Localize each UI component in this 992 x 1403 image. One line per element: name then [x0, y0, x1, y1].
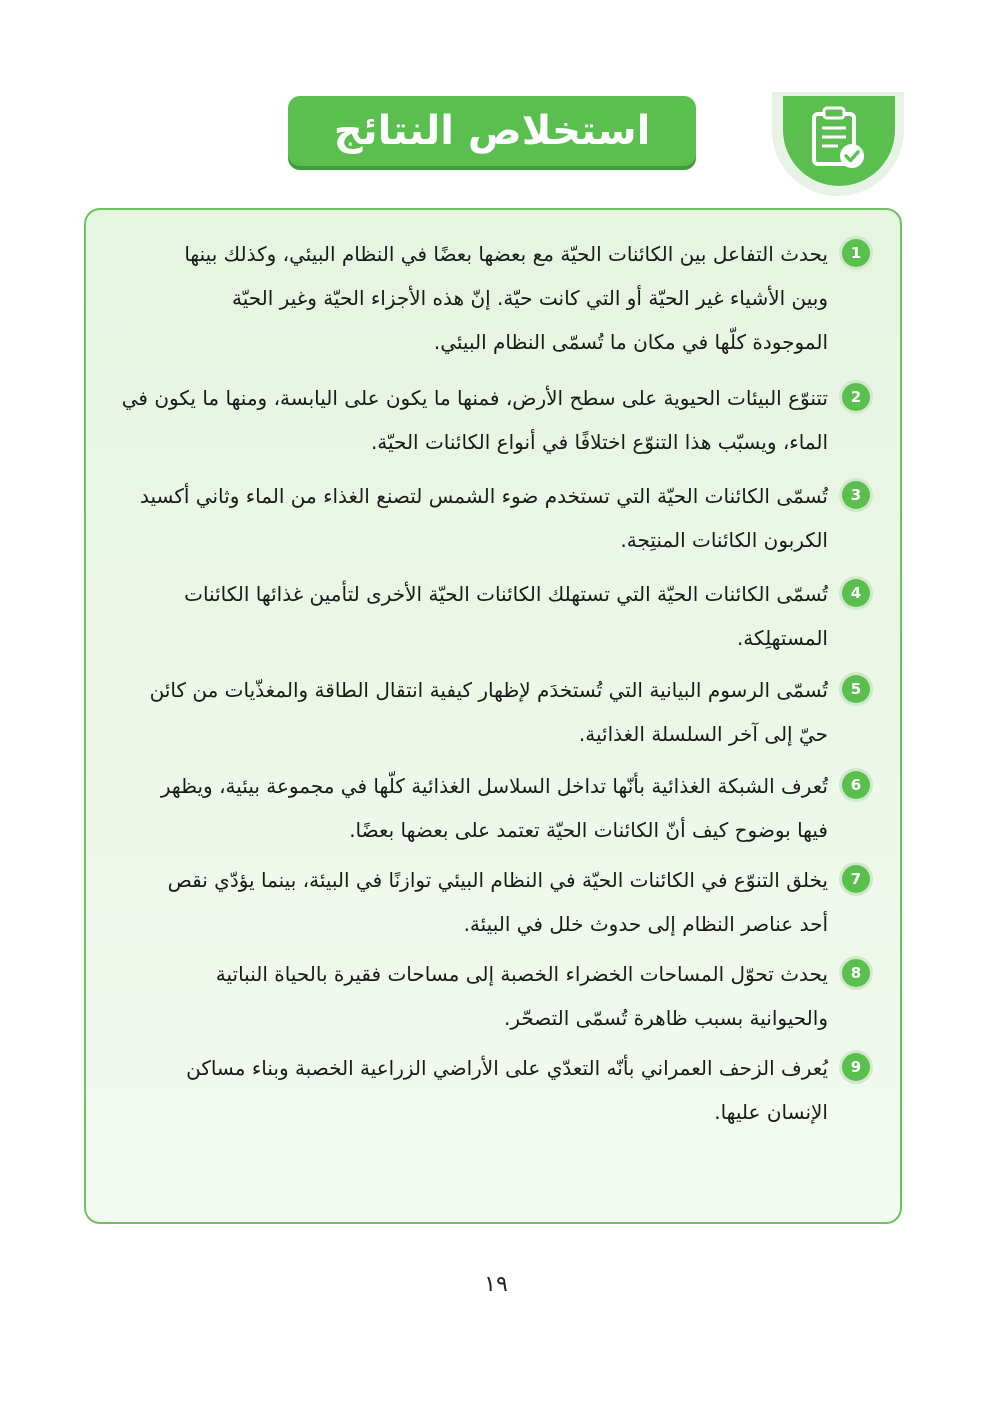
item-number: 7 — [842, 865, 870, 893]
list-item — [150, 1046, 870, 1134]
item-number: 6 — [842, 771, 870, 799]
list-item — [140, 668, 870, 756]
section-title: استخلاص النتائج — [333, 108, 651, 154]
item-text: تُعرف الشبكة الغذائية بأنّها تداخل السلاسل الغذائية كلّها في مجموعة بيئية، ويظهر فيها بوضوح كيف أنّ الكائنات الحيّة تعتمد على بعضها بعضًا. — [160, 774, 828, 842]
item-number: 8 — [842, 959, 870, 987]
item-text: يحدث تحوّل المساحات الخضراء الخصبة إلى مساحات فقيرة بالحياة النباتية والحيوانية بسبب ظاهرة تُسمّى التصحّر. — [215, 962, 828, 1030]
item-number: 5 — [842, 675, 870, 703]
item-text: تُسمّى الرسوم البيانية التي تُستخدَم لإظهار كيفية انتقال الطاقة والمغذّيات من كائن حيّ إلى آخر السلسلة الغذائية. — [149, 678, 828, 746]
item-text: يحدث التفاعل بين الكائنات الحيّة مع بعضها بعضًا في النظام البيئي، وكذلك بينها وبين الأشياء غير الحيّة أو التي كانت حيّة. إنّ هذه الأجزاء الحيّة وغير الحيّة الموجودة كلّها في مكان ما تُسمّى النظام البيئي. — [184, 242, 828, 354]
list-item — [150, 858, 870, 946]
page-number: ١٩ — [484, 1272, 508, 1297]
item-text: تُسمّى الكائنات الحيّة التي تستخدم ضوء الشمس لتصنع الغذاء من الماء وثاني أكسيد الكربون الكائنات المنتِجة. — [140, 484, 828, 552]
item-text: يخلق التنوّع في الكائنات الحيّة في النظام البيئي توازنًا في البيئة، بينما يؤدّي نقص أحد عناصر النظام إلى حدوث خلل في البيئة. — [167, 868, 828, 936]
item-number: 3 — [842, 481, 870, 509]
list-item — [130, 572, 870, 660]
section-title-banner — [288, 96, 696, 166]
list-item — [120, 376, 870, 464]
item-text: تُسمّى الكائنات الحيّة التي تستهلك الكائنات الحيّة الأخرى لتأمين غذائها الكائنات المستهلِكة. — [184, 582, 828, 650]
item-number: 9 — [842, 1053, 870, 1081]
list-item — [130, 764, 870, 852]
item-number: 4 — [842, 579, 870, 607]
item-number: 1 — [842, 239, 870, 267]
list-item — [180, 232, 870, 364]
list-item — [170, 952, 870, 1040]
clipboard-check-icon — [800, 102, 876, 178]
conclusions-box — [84, 208, 902, 1224]
item-text: يُعرف الزحف العمراني بأنّه التعدّي على الأراضي الزراعية الخصبة وبناء مساكن الإنسان عليها. — [186, 1056, 828, 1124]
list-item — [115, 474, 870, 562]
item-number: 2 — [842, 383, 870, 411]
item-text: تتنوّع البيئات الحيوية على سطح الأرض، فمنها ما يكون على اليابسة، ومنها ما يكون في الماء، ويسبّب هذا التنوّع اختلافًا في أنواع الكائنات الحيّة. — [121, 386, 828, 454]
